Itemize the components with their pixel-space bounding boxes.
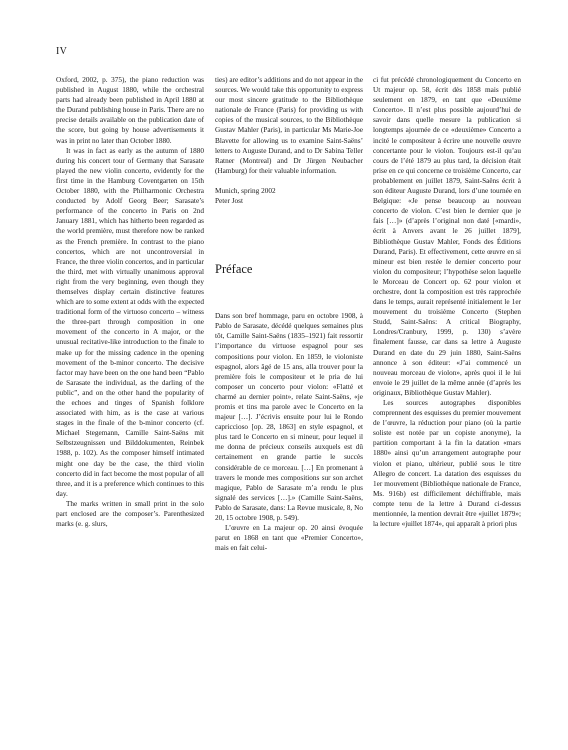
page-number: IV bbox=[56, 46, 68, 57]
paragraph: Dans son bref hommage, paru en octobre 1908, à Pablo de Sarasate, décédé quelques semaines plus tôt, Camille Saint-Saëns (1835–1921) fait ressortir l’importance du virtuose espagnol pour ses compositions pour violon. En 1859, le violoniste espagnol, alors âgé de 15 ans, alla trouver pour la première fois le compositeur et le pria de lui composer un concerto pour violon: «Flatté et charmé au dernier point», relate Saint-Saëns, «je promis et tins ma parole avec le Concerto en la majeur […]. J’écrivis ensuite pour lui le Rondo capriccioso [op. 28, 1863] en style espagnol, et plus tard le Concerto en si mineur, pour lequel il me donna de précieux conseils auxquels est dû certainement en grande partie le succès considérable de ce morceau. […] En promenant à travers le monde mes compositions sur son archet magique, Pablo de Sarasate m’a rendu le plus signalé des services […].» (Camille Saint-Saëns, Pablo de Sarasate, dans: La Revue musicale, 8, No 20, 15 octobre 1908, p. 549). bbox=[215, 312, 363, 522]
paragraph: Les sources autographes disponibles comprennent des esquisses du premier mouvement de l’œuvre, la réduction pour piano (où la partie soliste est notée par un copiste anonyme), la partition comportant à la fin la datation «mars 1880» ainsi qu’un arrangement autographe pour violon et piano, ultérieur, publié sous le titre Allegro de concert. La datation des esquisses du 1er mouvement (Bibliothèque nationale de France, Ms. 916b) est difficilement déchiffrable, mais compte tenu de la lettre à Durand ci-dessus mentionnée, la mention devrait être «juillet 1879»; la lecture «juillet 1874», qui apparaît à priori plus bbox=[373, 399, 521, 529]
paragraph: The marks written in small print in the solo part enclosed are the composer’s. Parenthesized marks (e. g. slurs, bbox=[56, 499, 204, 529]
column-english-1 bbox=[56, 75, 204, 529]
paragraph: Oxford, 2002, p. 375), the piano reduction was published in August 1880, while the orchestral parts had already been published in April 1880 at the Durand publishing house in Paris. There are no precise details available on the publication date of the score, but going by house advertisements it was in print no later than October 1880. bbox=[56, 76, 204, 145]
signature-place-date: Munich, spring 2002 bbox=[215, 186, 276, 195]
signature-block bbox=[215, 186, 363, 206]
paragraph: ties) are editor’s additions and do not appear in the sources. We would take this opportunity to express our most sincere gratitude to the Bibliothèque nationale de France (Paris) for providing us with copies of the musical sources, to the Bibliothèque Gustav Mahler (Paris), in particular Ms Marie-Joe Blavette for allowing us to examine Saint-Saëns’ letters to Auguste Durand, and to Dr Sabina Teller Ratner (Montreal) and Dr Jürgen Neubacher (Hamburg) for their valuable information. bbox=[215, 76, 363, 175]
paragraph: It was in fact as early as the autumn of 1880 during his concert tour of Germany that Sarasate played the new violin concerto, evidently for the first time in the Hamburg Coventgarten on 15th October 1880, with the Philharmonic Orchestra conducted by Adolf Georg Beer; Sarasate’s performance of the concerto in Paris on 2nd January 1881, which has hitherto been regarded as the world première, must therefore now be ranked as the French première. In contrast to the piano concertos, which are not uncontroversial in France, the three violin concertos, and in particular the third, met with virtually unanimous approval right from the very beginning, even though they themselves display certain distinctive features which are to some extent at odds with the expected traditional form of the virtuoso concerto – witness the three-part through composition in one movement of the concerto in A major, or the unusual recitative-like introduction to the finale to make up for the missing cadence in the opening movement of the b-minor concerto. The decisive factor may have been on the one hand been “Pablo de Sarasate the individual, as the darling of the public”, and on the other hand the popularity of the echoes and tinges of Spanish folklore associated with him, as is the case at various stages in the finale of the b-minor concerto (cf. Michael Stegemann, Camille Saint-Saëns mit Selbstzeugnissen und Bilddokumenten, Reinbek 1988, p. 102). As the composer himself intimated might one day be the case, the third violin concerto did in fact become the most popular of all three, and it is a preference which continues to this day. bbox=[56, 146, 204, 498]
section-heading-preface: Préface bbox=[215, 262, 253, 277]
paragraph: ci fut précédé chronologiquement du Concerto en Ut majeur op. 58, écrit dès 1858 mais publié seulement en 1879, en tant que «Deuxième Concerto». Il n’est plus possible aujourd’hui de savoir dans quelle mesure la publication si longtemps ajournée de ce «deuxième» Concerto a incité le compositeur à écrire une nouvelle œuvre concertante pour le violon. Toujours est-il qu’au cours de l’été 1879 au plus tard, la décision était prise en ce qui concerne ce troisième Concerto, car probablement en juillet 1879, Saint-Saëns écrit à son éditeur Auguste Durand, lors d’une tournée en Belgique: «Je pense beaucoup au nouveau concerto de violon. C’est bien le dernier que je fais […]» (d’après l’original non daté [«mardi», écrit à Anvers avant le 26 juillet 1879], Bibliothèque Gustav Mahler, Fonds des Éditions Durand, Paris). Et effectivement, cette œuvre en si mineur est bien restée le dernier concerto pour violon du compositeur; l’hypothèse selon laquelle le Morceau de Concert op. 62 pour violon et orchestre, dont la composition est très rapprochée dans le temps, aurait représenté initialement le 1er mouvement du troisième Concerto (Stephen Studd, Saint-Saëns: A critical Biography, Londres/Cranbury, 1999, p. 130) s’avère finalement fausse, car dans sa lettre à Auguste Durand en date du 29 juin 1880, Saint-Saëns annonce à son éditeur: «J’ai commencé un nouveau morceau de violon», après quoi il le lui envoie le 29 juillet de la même année (d’après les originaux, Bibliothèque Gustav Mahler). bbox=[373, 76, 521, 397]
column-english-2-french-1 bbox=[215, 75, 363, 553]
paragraph: L’œuvre en La majeur op. 20 ainsi évoquée parut en 1868 en tant que «Premier Concerto», mais en fait celui- bbox=[215, 524, 363, 553]
column-french-2 bbox=[373, 75, 521, 529]
signature-author: Peter Jost bbox=[215, 197, 243, 206]
